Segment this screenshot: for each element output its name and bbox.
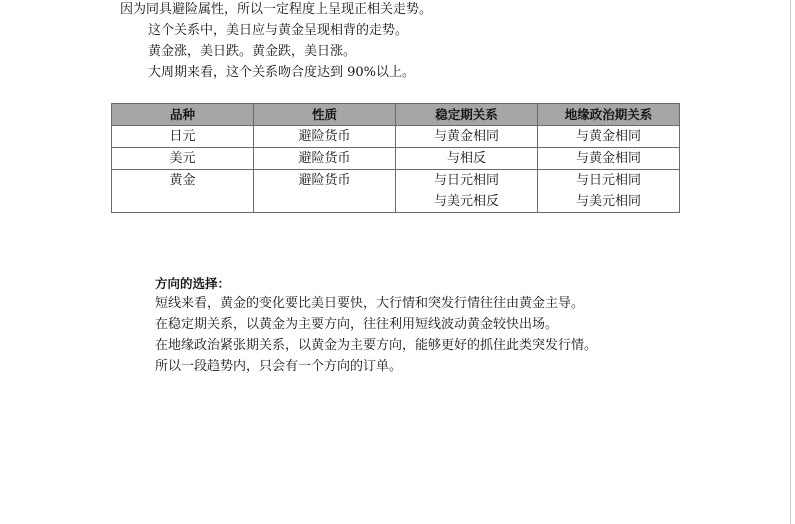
header-geo: 地缘政治期关系 (538, 104, 680, 126)
direction-paragraph-1: 短线来看，黄金的变化要比美日要快，大行情和突发行情往往由黄金主导。 (155, 296, 585, 311)
cell-stable-line: 与美元相反 (433, 194, 499, 209)
cell-stable-line: 与日元相同 (433, 173, 499, 188)
intro-line-1: 因为同具避险属性，所以一定程度上呈现正相关走势。 (120, 2, 433, 17)
cell-nature: 避险货币 (254, 126, 396, 148)
cell-geo (538, 126, 680, 148)
direction-paragraph-3: 在地缘政治紧张期关系，以黄金为主要方向，能够更好的抓住此类突发行情。 (155, 338, 598, 353)
cell-stable (396, 126, 538, 148)
cell-variety: 美元 (112, 148, 254, 170)
cell-nature: 避险货币 (254, 148, 396, 170)
header-variety: 品种 (112, 104, 254, 126)
cell-geo-line: 与美元相同 (575, 194, 641, 209)
cell-geo (538, 170, 680, 213)
cell-stable (396, 148, 538, 170)
table-row (112, 126, 680, 148)
table-header-row (112, 104, 680, 126)
direction-paragraph-4: 所以一段趋势内，只会有一个方向的订单。 (155, 359, 403, 374)
cell-geo-line: 与黄金相同 (575, 129, 641, 144)
cell-geo-line: 与日元相同 (575, 173, 641, 188)
cell-geo (538, 148, 680, 170)
cell-nature: 避险货币 (254, 170, 396, 213)
page-edge (790, 0, 791, 524)
cell-geo-line: 与黄金相同 (575, 151, 641, 166)
cell-variety: 黄金 (112, 170, 254, 213)
cell-variety: 日元 (112, 126, 254, 148)
intro-line-2: 这个关系中，美日应与黄金呈现相背的走势。 (148, 23, 409, 38)
cell-stable-line: 与黄金相同 (433, 129, 499, 144)
intro-line-4: 大周期来看，这个关系吻合度达到 90%以上。 (148, 65, 416, 80)
direction-paragraph-2: 在稳定期关系，以黄金为主要方向，往往利用短线波动黄金较快出场。 (155, 317, 559, 332)
header-nature: 性质 (254, 104, 396, 126)
relations-table (111, 103, 680, 213)
table-row (112, 170, 680, 213)
intro-line-3: 黄金涨，美日跌。黄金跌，美日涨。 (148, 44, 357, 59)
header-stable: 稳定期关系 (396, 104, 538, 126)
direction-heading: 方向的选择： (155, 276, 231, 291)
table-row (112, 148, 680, 170)
cell-stable-line: 与相反 (446, 151, 486, 166)
cell-stable (396, 170, 538, 213)
